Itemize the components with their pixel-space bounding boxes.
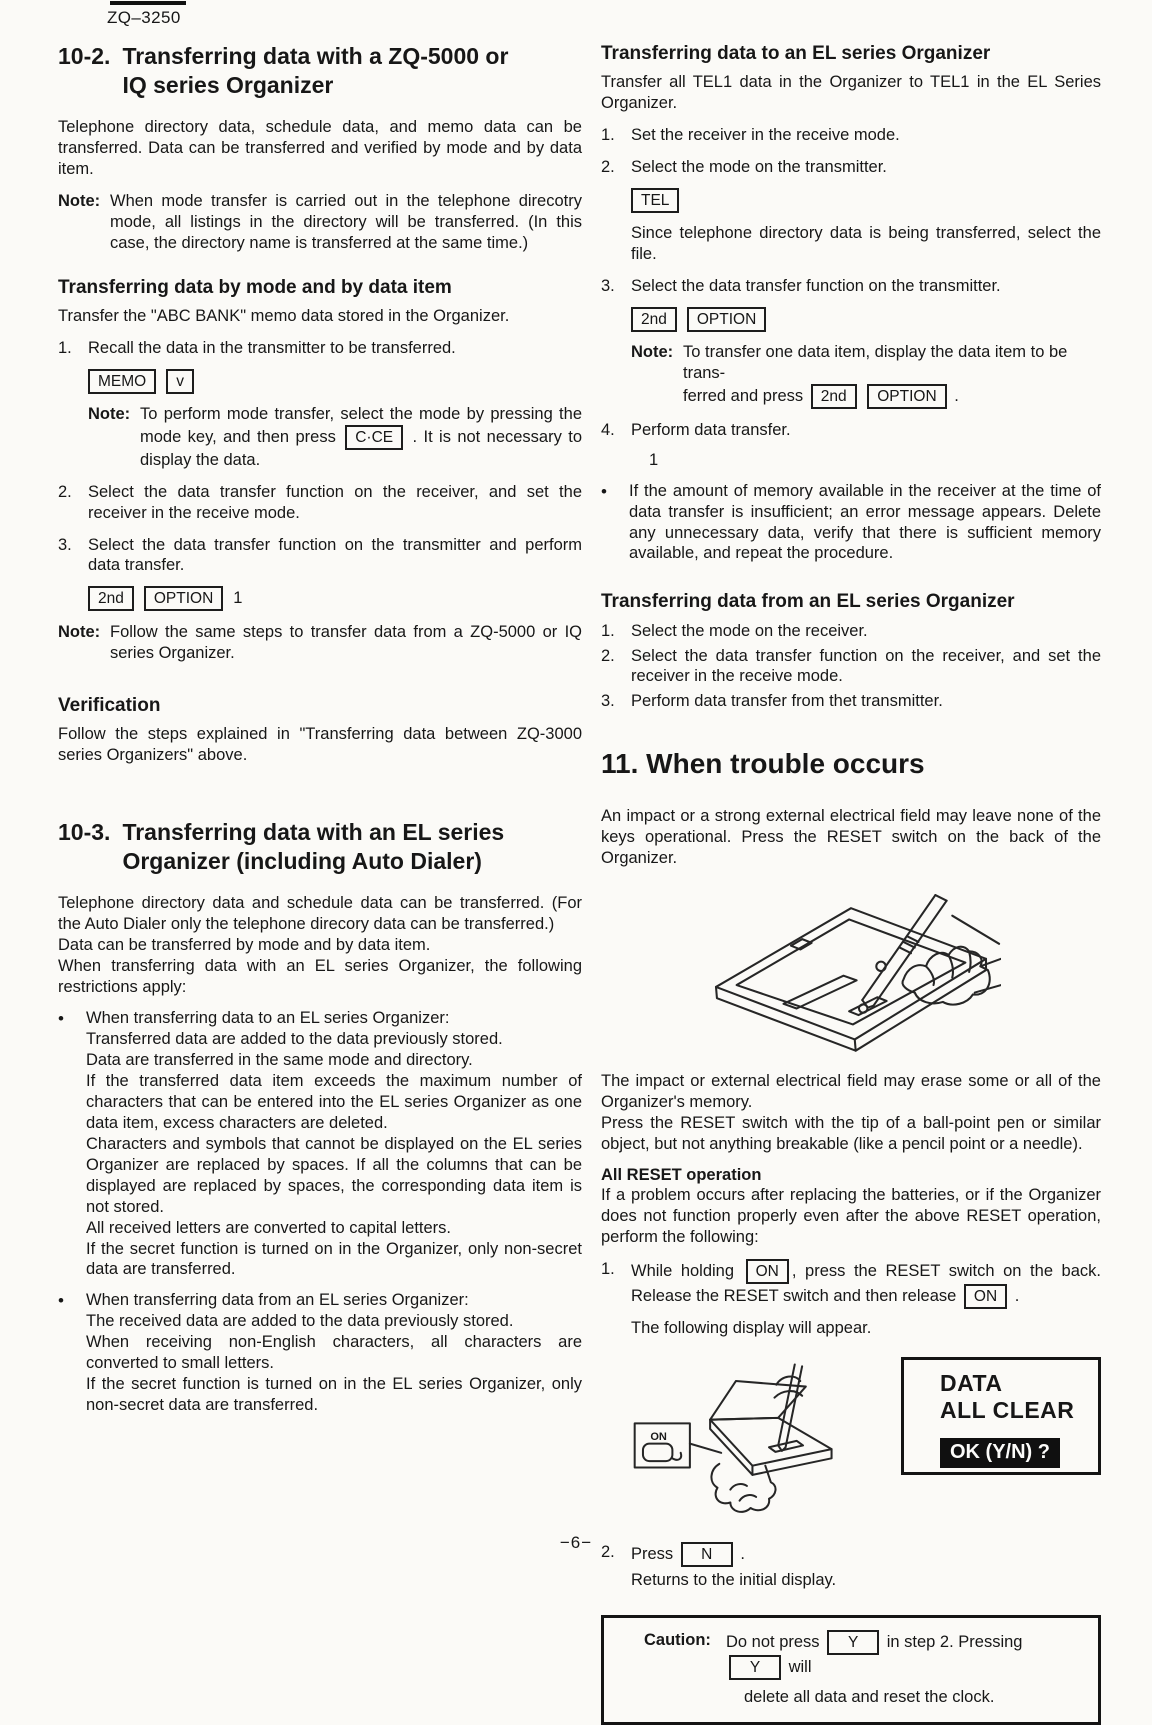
- step-4: [601, 420, 1101, 441]
- step-1: [601, 1259, 1101, 1309]
- bullet-content: [86, 1008, 582, 1280]
- step-text-post: .: [1014, 1287, 1020, 1306]
- caution-text-post: will: [788, 1658, 812, 1677]
- step-number: 1.: [601, 1260, 615, 1279]
- step-3: [601, 276, 1101, 297]
- note-text: [140, 404, 582, 471]
- step-number: 1.: [601, 621, 615, 640]
- down-key: v: [166, 369, 194, 394]
- bymode-heading: Transferring data by mode and by data item: [58, 276, 452, 298]
- step-text: Select the mode on the transmitter.: [631, 157, 887, 176]
- note-label: Note:: [58, 623, 101, 642]
- step-number: 3.: [601, 692, 615, 711]
- 2nd-key: 2nd: [88, 586, 134, 611]
- bullet-line: Transferred data are added to the data previously stored.: [86, 1030, 503, 1048]
- step-text: Select the data transfer function on the transmitter.: [631, 276, 1001, 295]
- step-2-sub: Returns to the initial display.: [631, 1571, 837, 1590]
- bullet-line: If the secret function is turned on in the EL series Organizer, only non-secret data are transferred.: [86, 1375, 582, 1415]
- section-11-heading: 11. When trouble occurs: [601, 748, 925, 780]
- caution-text-mid: in step 2. Pressing: [886, 1633, 1023, 1652]
- step-text-mid: , press the RESET switch on the back. Release the RESET switch and then release: [631, 1262, 1101, 1306]
- step-3: [58, 535, 582, 577]
- option-key: OPTION: [687, 307, 766, 332]
- caution-line-1: [726, 1630, 1084, 1680]
- reset-illustration: [701, 887, 1101, 1061]
- caution-label: Caution:: [644, 1631, 711, 1650]
- bullet-line: All received letters are converted to capital letters.: [86, 1218, 452, 1237]
- step-2: [601, 157, 1101, 178]
- caution-content: [726, 1630, 1084, 1708]
- note-text-post: . It is not necessary to display the data.: [140, 427, 582, 469]
- section-10-3-heading: [58, 818, 582, 876]
- step-number: 4.: [601, 420, 615, 439]
- memory-warning-bullet: [601, 481, 1101, 565]
- bullet-line: Characters and symbols that cannot be displayed on the EL series Organizer are replaced by spaces. If all the columns that can be displayed are replaced by spaces, the corresponding data item is not stored.: [86, 1134, 582, 1216]
- step-4-sub: 1: [649, 450, 659, 469]
- section-10-2-title-line1: Transferring data with a ZQ-5000 or: [122, 43, 509, 69]
- all-reset-heading: All RESET operation: [601, 1165, 762, 1184]
- bullet-icon: [58, 1008, 86, 1280]
- model-number: ZQ–3250: [107, 8, 181, 27]
- right-column: [601, 42, 1101, 1725]
- section-10-2-title-line2: IQ series Organizer: [122, 71, 334, 98]
- step-text: Select the data transfer function on the transmitter and perform data transfer.: [88, 535, 582, 575]
- section-10-3-title-line2: Organizer (including Auto Dialer): [122, 848, 482, 875]
- restriction-bullet-to-el: [58, 1008, 582, 1280]
- step-text-pre: Press: [631, 1545, 674, 1564]
- section-10-3-intro-1: Telephone directory data and schedule data can be transferred. (For the Auto Dialer only the telephone direcory data can be transferred.): [58, 894, 582, 934]
- tel-key: TEL: [631, 188, 679, 213]
- caution-line-2: delete all data and reset the clock.: [744, 1688, 995, 1707]
- caution-box: [601, 1615, 1101, 1725]
- section-10-3-intro-3: When transferring data with an EL series Organizer, the following restrictions apply:: [58, 957, 582, 997]
- memo-key: MEMO: [88, 369, 156, 394]
- y-key: Y: [729, 1655, 781, 1680]
- step-text: Perform data transfer.: [631, 420, 791, 439]
- note-text: Follow the same steps to transfer data from a ZQ-5000 or IQ series Organizer.: [110, 623, 582, 663]
- bullet-line: Data are transferred in the same mode and directory.: [86, 1050, 473, 1069]
- bullet-content: [629, 481, 1101, 565]
- bullet-head: When transferring data to an EL series Organizer:: [86, 1009, 450, 1028]
- key-sequence: [631, 307, 1101, 332]
- bullet-line: The received data are added to the data previously stored.: [86, 1312, 514, 1331]
- step-text: [631, 1259, 1101, 1309]
- restriction-bullet-from-el: [58, 1290, 582, 1416]
- step-number: 3.: [601, 276, 615, 295]
- all-reset-intro: If a problem occurs after replacing the batteries, or if the Organizer does not function properly even after the above RESET operation, perform the following:: [601, 1186, 1101, 1247]
- note-text-line2-pre: ferred and press: [683, 386, 804, 405]
- bullet-line: If the secret function is turned on in the Organizer, only non-secret data are transferred.: [86, 1239, 582, 1279]
- bullet-head: When transferring data from an EL series Organizer:: [86, 1291, 469, 1310]
- bullet-text: If the amount of memory available in the receiver at the time of data transfer is insufficient; an error message appears. Delete any unnecessary data, verify that there is sufficient memory available, and repeat the procedure.: [629, 481, 1101, 563]
- section-10-3-intro-2: Data can be transferred by mode and by data item.: [58, 936, 431, 955]
- lcd-display: [901, 1357, 1101, 1475]
- step-2: [58, 482, 582, 524]
- option-key: OPTION: [144, 586, 223, 611]
- step-text: Select the mode on the receiver.: [631, 621, 868, 640]
- step-note: Since telephone directory data is being transferred, select the file.: [631, 223, 1101, 263]
- header-rule: [110, 1, 186, 5]
- note-text-line1: To transfer one data item, display the data item to be trans-: [683, 342, 1068, 382]
- c-ce-key: C·CE: [345, 425, 403, 450]
- step-text: Select the data transfer function on the receiver, and set the receiver in the receive mode.: [631, 646, 1101, 686]
- after-figure-text-2: Press the RESET switch with the tip of a ball-point pen or similar object, but not anything breakable (like a pencil point or a needle).: [601, 1113, 1101, 1153]
- lcd-prompt: OK (Y/N) ?: [940, 1438, 1060, 1468]
- step-2: [601, 646, 1101, 688]
- section-10-3-title: [122, 818, 504, 876]
- all-reset-illustration: [631, 1353, 861, 1531]
- step-number: 1.: [601, 126, 615, 145]
- verification-heading: Verification: [58, 695, 161, 717]
- 2nd-key: 2nd: [811, 384, 857, 409]
- bullet-line: If the transferred data item exceeds the maximum number of characters that can be entered into the EL series Organizer as one data item, excess characters are deleted.: [86, 1071, 582, 1132]
- page-number: −6−: [559, 1533, 593, 1552]
- step-text: Select the data transfer function on the receiver, and set the receiver in the receive mode.: [88, 482, 582, 522]
- 2nd-key: 2nd: [631, 307, 677, 332]
- step-1: [601, 125, 1101, 146]
- step-3: [601, 691, 1101, 712]
- key-sequence: [631, 188, 1101, 213]
- note-text-line2-post: .: [954, 386, 959, 405]
- section-10-2-intro: Telephone directory data, schedule data, and memo data can be transferred. Data can be transferred and verified by mode and by data item.: [58, 117, 582, 178]
- n-key: N: [681, 1542, 733, 1567]
- note-text: [683, 342, 1101, 409]
- display-appear-text: The following display will appear.: [631, 1319, 872, 1338]
- note-block: [58, 191, 582, 254]
- step-number: 2.: [58, 482, 72, 501]
- bullet-icon: [58, 1290, 86, 1416]
- step-1: [601, 621, 1101, 642]
- note-label: Note:: [631, 342, 674, 361]
- after-figure-text-1: The impact or external electrical field may erase some or all of the Organizer's memory.: [601, 1071, 1101, 1111]
- step-text-pre: While holding: [631, 1262, 735, 1281]
- bullet-content: [86, 1290, 582, 1416]
- note-text: When mode transfer is carried out in the telephone direcotry mode, all listings in the directory will be transferred. (In this case, the directory name is transferred at the same time.): [110, 191, 582, 252]
- organizer-on-reset-drawing: [631, 1353, 861, 1525]
- step-number: 1.: [58, 338, 72, 357]
- lcd-line-1: DATA: [940, 1370, 1003, 1397]
- section-10-3-number: 10-3.: [58, 819, 111, 846]
- note-label: Note:: [58, 191, 101, 210]
- on-key: ON: [964, 1284, 1007, 1309]
- step-1: [58, 338, 582, 359]
- option-key: OPTION: [867, 384, 946, 409]
- note-block: [58, 622, 582, 664]
- section-10-2-number: 10-2.: [58, 43, 111, 69]
- key-sequence-suffix: 1: [233, 589, 243, 608]
- trouble-intro: An impact or a strong external electrical field may leave none of the keys operational. Press the RESET switch on the back of the Organizer.: [601, 806, 1101, 867]
- section-10-2-title: [122, 42, 508, 100]
- step-text: Recall the data in the transmitter to be transferred.: [88, 338, 456, 357]
- step-text: Perform data transfer from thet transmitter.: [631, 692, 943, 711]
- to-el-intro: Transfer all TEL1 data in the Organizer to TEL1 in the EL Series Organizer.: [601, 73, 1101, 113]
- lcd-line-2: ALL CLEAR: [940, 1397, 1075, 1424]
- step-number: 3.: [58, 535, 72, 554]
- note-label: Note:: [88, 404, 131, 423]
- bullet-icon: [601, 481, 629, 565]
- key-sequence: [88, 369, 582, 394]
- bullet-line: When receiving non-English characters, all characters are converted to small letters.: [86, 1333, 582, 1373]
- all-reset-figure-row: [601, 1353, 1101, 1531]
- organizer-reset-drawing: [701, 887, 1001, 1055]
- step-text: Set the receiver in the receive mode.: [631, 126, 900, 145]
- note-block: [631, 342, 1101, 409]
- note-text-pre: To perform mode transfer, select the mode by pressing the mode key, and then press: [140, 404, 582, 446]
- section-10-3-title-line1: Transferring data with an EL series: [122, 819, 505, 846]
- left-column: [58, 42, 582, 1416]
- step-number: 2.: [601, 157, 615, 176]
- to-el-heading: Transferring data to an EL series Organizer: [601, 43, 991, 64]
- verification-body: Follow the steps explained in "Transferring data between ZQ-3000 series Organizers" above.: [58, 725, 582, 765]
- note-block: [88, 404, 582, 471]
- key-sequence: [88, 586, 582, 611]
- section-10-2-heading: [58, 42, 582, 100]
- step-text-post: .: [740, 1545, 745, 1564]
- on-key-label: ON: [650, 1431, 667, 1444]
- step-number: 2.: [601, 1543, 615, 1562]
- bymode-intro: Transfer the "ABC BANK" memo data stored in the Organizer.: [58, 306, 510, 325]
- caution-text-pre: Do not press: [726, 1633, 820, 1652]
- from-el-heading: Transferring data from an EL series Organizer: [601, 591, 1015, 613]
- y-key: Y: [827, 1630, 879, 1655]
- step-number: 2.: [601, 646, 615, 665]
- on-key: ON: [746, 1259, 789, 1284]
